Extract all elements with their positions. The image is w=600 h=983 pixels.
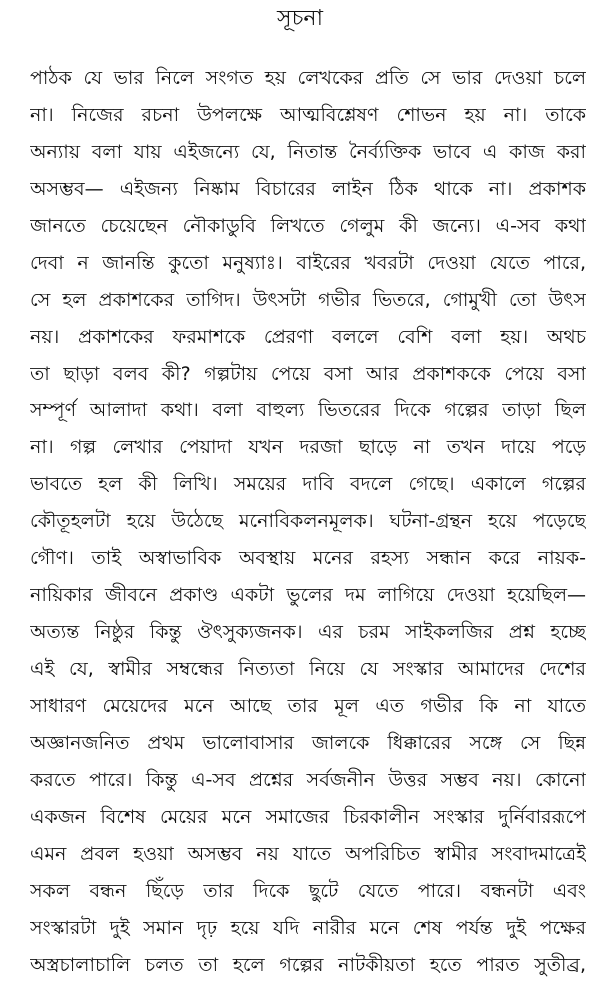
text-line: জানতে চেয়েছেন নৌকাডুবি লিখতে গেলুম কী জন্যে। এ-সব কথা — [30, 208, 586, 245]
text-line: এমন প্রবল হওয়া অসম্ভব নয় যাতে অপরিচিত স্বামীর সংবাদমাত্রেই — [30, 836, 586, 873]
text-line: সাধারণ মেয়েদের মনে আছে তার মূল এত গভীর কি না যাতে — [30, 688, 586, 725]
text-line: সকল বন্ধন ছিঁড়ে তার দিকে ছুটে যেতে পারে। বন্ধনটা এবং — [30, 873, 586, 910]
text-line: গৌণ। তাই অস্বাভাবিক অবস্থায় মনের রহস্য সন্ধান করে নায়ক- — [30, 540, 586, 577]
text-line: সংস্কারটা দুই সমান দৃঢ় হয়ে যদি নারীর মনে শেষ পর্যন্ত দুই পক্ষের — [30, 910, 586, 947]
text-line: তা ছাড়া বলব কী? গল্পটায় পেয়ে বসা আর প্রকাশককে পেয়ে বসা — [30, 356, 586, 393]
text-line: করতে পারে। কিন্তু এ-সব প্রশ্নের সর্বজনীন উত্তর সম্ভব নয়। কোনো — [30, 762, 586, 799]
text-line: কৌতূহলটা হয়ে উঠেছে মনোবিকলনমূলক। ঘটনা-গ্রন্থন হয়ে পড়েছে — [30, 503, 586, 540]
text-line: সে হল প্রকাশকের তাগিদ। উৎসটা গভীর ভিতরে, গোমুখী তো উৎস — [30, 282, 586, 319]
text-line: অসম্ভব— এইজন্য নিষ্কাম বিচারের লাইন ঠিক থাকে না। প্রকাশক — [30, 171, 586, 208]
text-line: একজন বিশেষ মেয়ের মনে সমাজের চিরকালীন সংস্কার দুর্নিবাররূপে — [30, 799, 586, 836]
body-text — [30, 60, 586, 983]
page-title: সূচনা — [0, 2, 600, 36]
text-line: এই যে, স্বামীর সম্বন্ধের নিত্যতা নিয়ে যে সংস্কার আমাদের দেশের — [30, 651, 586, 688]
text-line: অজ্ঞানজনিত প্রথম ভালোবাসার জালকে ধিক্কারের সঙ্গে সে ছিন্ন — [30, 725, 586, 762]
text-line: সম্পূর্ণ আলাদা কথা। বলা বাহুল্য ভিতরের দিকে গল্পের তাড়া ছিল — [30, 392, 586, 429]
text-line: পাঠক যে ভার নিলে সংগত হয় লেখকের প্রতি সে ভার দেওয়া চলে — [30, 60, 586, 97]
text-line: দেবা ন জানন্তি কুতো মনুষ্যাঃ। বাইরের খবরটা দেওয়া যেতে পারে, — [30, 245, 586, 282]
text-line: অন্যায় বলা যায় এইজন্যে যে, নিতান্ত নৈর্ব্যক্তিক ভাবে এ কাজ করা — [30, 134, 586, 171]
text-line: নয়। প্রকাশকের ফরমাশকে প্রেরণা বললে বেশি বলা হয়। অথচ — [30, 319, 586, 356]
text-line: ভাবতে হল কী লিখি। সময়ের দাবি বদলে গেছে। একালে গল্পের — [30, 466, 586, 503]
text-line: না। গল্প লেখার পেয়াদা যখন দরজা ছাড়ে না তখন দায়ে পড়ে — [30, 429, 586, 466]
text-line: নায়িকার জীবনে প্রকাণ্ড একটা ভুলের দম লাগিয়ে দেওয়া হয়েছিল— — [30, 577, 586, 614]
text-line: না। নিজের রচনা উপলক্ষে আত্মবিশ্লেষণ শোভন হয় না। তাকে — [30, 97, 586, 134]
text-line: অত্যন্ত নিষ্ঠুর কিন্তু ঔৎসুক্যজনক। এর চরম সাইকলজির প্রশ্ন হচ্ছে — [30, 614, 586, 651]
text-line: অস্ত্রচালাচালি চলত তা হলে গল্পের নাটকীয়তা হতে পারত সুতীব্র, — [30, 947, 586, 983]
